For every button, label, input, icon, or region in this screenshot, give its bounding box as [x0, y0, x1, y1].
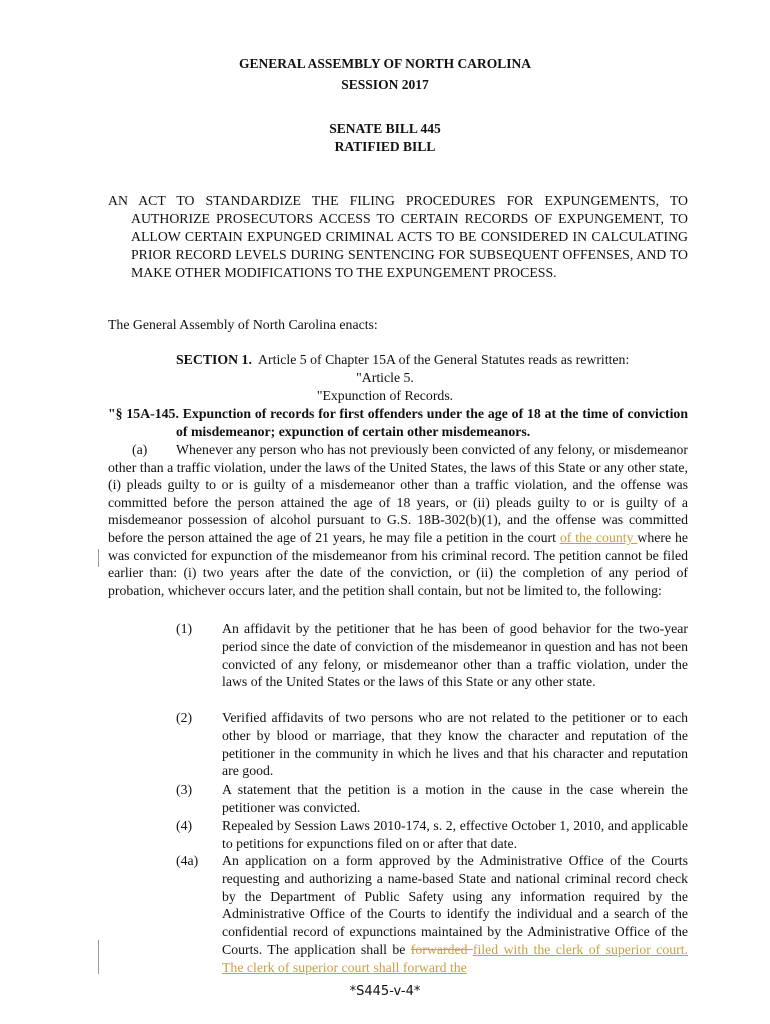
list-item	[176, 620, 688, 691]
item-4a-text: An application on a form approved by the Administrative Office of the Courts requesting and authorizing a name-based State and national criminal record check by the Department of Public Safety using any information required by the Administrative Office of the Courts to identify the individual and a search of the confidential record of expunctions maintained by the Administrative Office of the Courts. The application shall be	[222, 853, 688, 957]
assembly-heading: GENERAL ASSEMBLY OF NORTH CAROLINA	[238, 56, 532, 71]
section-label: SECTION 1.	[176, 352, 252, 367]
revision-bar	[98, 940, 99, 974]
item-text	[222, 852, 688, 977]
item-text: Verified affidavits of two persons who are not related to the petitioner or to each other by blood or marriage, that they know the character and reputation of the petitioner in the community in which he lives and that his character and reputation are good.	[222, 710, 688, 779]
subsection-a-text-before: Whenever any person who has not previously been convicted of any felony, or misdemeanor other than a traffic violation, under the laws of the United States, the laws of this State or any other state, (i) pleads guilty to or is guilty of a misdemeanor other than a traffic violation, and the offense was committed before the person attained the age of 18 years, or (ii) pleads guilty to or is guilty of a misdemeanor possession of alcohol pursuant to G.S. 18B-302(b)(1), and the offense was committed before the person attained the age of 21 years, he may file a petition in the court	[108, 442, 688, 545]
inserted-text: filed with the clerk of superior court. The clerk of superior court shall forward the	[222, 941, 688, 975]
item-number: (1)	[176, 621, 193, 636]
section-text: Article 5 of Chapter 15A of the General Statutes reads as rewritten:	[258, 352, 630, 367]
enacting-clause: The General Assembly of North Carolina enacts:	[108, 317, 378, 332]
list-item	[176, 709, 688, 780]
list-item	[176, 817, 688, 853]
item-text: Repealed by Session Laws 2010-174, s. 2, effective October 1, 2010, and applicable to petitions for expunctions filed on or after that date.	[222, 818, 688, 851]
item-text: An affidavit by the petitioner that he has been of good behavior for the two-year period since the date of conviction of the misdemeanor in question and has not been convicted of any felony, or misdemeanor other than a traffic violation, under the laws of the United States or the laws of this State or any other state.	[222, 621, 688, 690]
list-item-4a	[176, 852, 688, 977]
subsection-a-label: (a)	[132, 442, 148, 457]
item-number: (2)	[176, 710, 193, 725]
article-number: "Article 5.	[356, 370, 414, 385]
statute-heading: "§ 15A-145. Expunction of records for first offenders under the age of 18 at the time of conviction of misdemeanor; expunction of certain other misdemeanors.	[108, 406, 688, 439]
bill-status: RATIFIED BILL	[334, 139, 436, 154]
act-title: AN ACT TO STANDARDIZE THE FILING PROCEDURES FOR EXPUNGEMENTS, TO AUTHORIZE PROSECUTORS ACCESS TO CERTAIN RECORDS OF EXPUNGEMENT, TO ALLOW CERTAIN EXPUNGED CRIMINAL ACTS TO BE CONSIDERED IN CALCULATING PRIOR RECORD LEVELS DURING SENTENCING FOR SUBSEQUENT OFFENSES, AND TO MAKE OTHER MODIFICATIONS TO THE EXPUNGEMENT PROCESS.	[108, 193, 688, 280]
revision-bar	[98, 549, 99, 567]
inserted-text: of the county	[559, 529, 638, 545]
subsection-a-text-after: where he was convicted for expunction of the misdemeanor from his criminal record. The petition cannot be filed earlier than: (i) two years after the date of the conviction, or (ii) the completion of any period of probation, whichever occurs later, and the petition shall contain, but not be limited to, the following:	[108, 529, 688, 598]
document-footer-code: *S445-v-4*	[349, 984, 421, 999]
article-title: "Expunction of Records.	[316, 388, 454, 403]
item-number: (3)	[176, 782, 193, 797]
item-number: (4)	[176, 818, 193, 833]
deleted-text: forwarded	[410, 941, 473, 957]
item-number: (4a)	[176, 853, 199, 868]
session-heading: SESSION 2017	[341, 77, 429, 92]
item-text: A statement that the petition is a motion in the cause in the case wherein the petitioner was convicted.	[222, 782, 688, 815]
section-1	[176, 352, 629, 368]
bill-number: SENATE BILL 445	[329, 121, 441, 136]
list-item	[176, 781, 688, 817]
subsection-a	[108, 441, 688, 599]
